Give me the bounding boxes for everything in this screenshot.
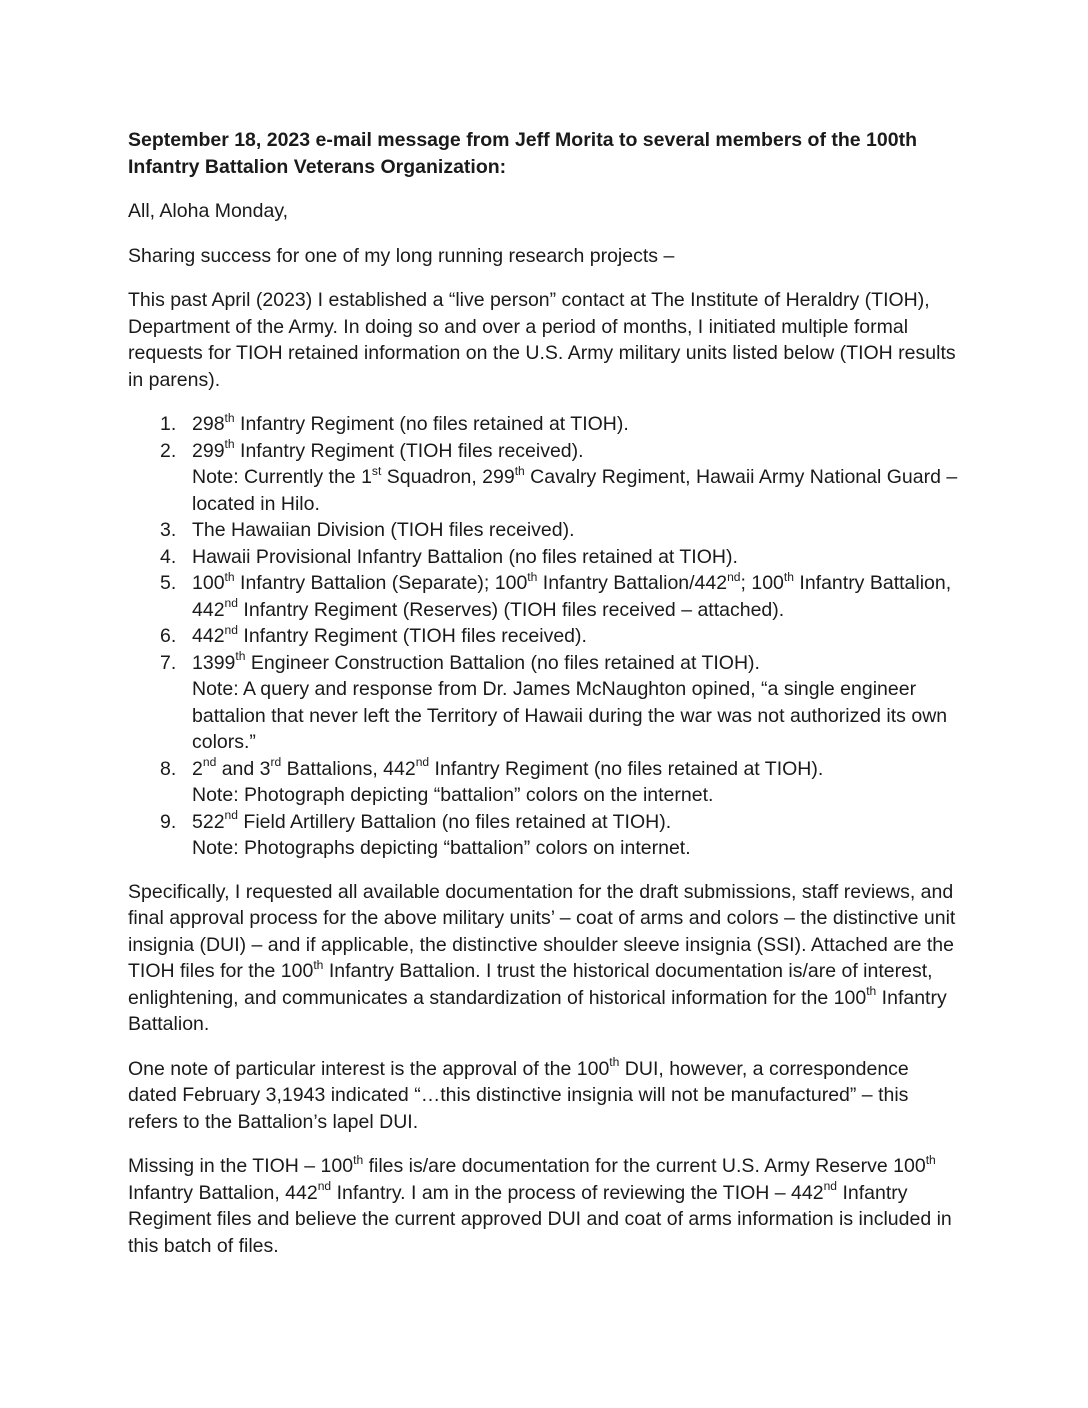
list-item: 6. 442nd Infantry Regiment (TIOH files received). <box>128 623 958 650</box>
paragraph-dui-note: One note of particular interest is the approval of the 100th DUI, however, a correspondence dated February 3,1943 indicated “…this distinctive insignia will not be manufactured” – this refers to the Battalion’s lapel DUI. <box>128 1055 909 1133</box>
list-number: 8. <box>160 757 177 780</box>
list-item: 3. The Hawaiian Division (TIOH files received). <box>128 517 958 544</box>
list-item-note: Note: Photograph depicting “battalion” colors on the internet. <box>192 784 714 806</box>
paragraph-tioh-contact: This past April (2023) I established a “live person” contact at The Institute of Heraldry (TIOH), Department of the Army. In doing so and over a period of months, I initiated multiple formal requests for TIOH retained information on the U.S. Army military units listed below (TIOH results in parens). <box>128 289 956 391</box>
list-item-note: Note: A query and response from Dr. James McNaughton opined, “a single engineer battalion that never left the Territory of Hawaii during the war was not authorized its own colors.” <box>192 678 948 753</box>
list-number: 4. <box>160 545 177 568</box>
list-item: 4. Hawaii Provisional Infantry Battalion (no files retained at TIOH). <box>128 544 958 571</box>
list-number: 7. <box>160 651 177 674</box>
list-number: 1. <box>160 413 177 435</box>
greeting: All, Aloha Monday, <box>128 200 289 222</box>
list-item: 5. 100th Infantry Battalion (Separate); 100th Infantry Battalion/442nd; 100th Infantry Battalion, 442nd Infantry Regiment (Reserves) (TIOH files received – attached). <box>160 569 952 621</box>
paragraph-missing-files: Missing in the TIOH – 100th files is/are documentation for the current U.S. Army Reserve 100th Infantry Battalion, 442nd Infantry. I am in the process of reviewing the TIOH – 442nd Infantry Regiment files and believe the current approved DUI and coat of arms information is included in this batch of files. <box>128 1152 952 1257</box>
list-number: 3. <box>160 519 177 541</box>
list-number: 9. <box>160 810 177 833</box>
list-item: 8. 2nd and 3rd Battalions, 442nd Infantry Regiment (no files retained at TIOH). Note: Photograph depicting “battalion” colors on the internet. <box>128 756 958 809</box>
intro-paragraph: Sharing success for one of my long running research projects – <box>128 244 675 267</box>
document-page <box>128 127 958 1277</box>
list-number: 6. <box>160 625 177 647</box>
document-heading: September 18, 2023 e-mail message from Jeff Morita to several members of the 100th Infantry Battalion Veterans Organization: <box>128 129 917 178</box>
list-item: 2. 299th Infantry Regiment (TIOH files received). Note: Currently the 1st Squadron, 299th Cavalry Regiment, Hawaii Army National Guard – located in Hilo. <box>128 438 958 518</box>
list-number: 5. <box>160 572 177 594</box>
list-item: 9. 522nd Field Artillery Battalion (no files retained at TIOH). Note: Photographs depicting “battalion” colors on internet. <box>128 809 958 862</box>
list-item-note: Note: Currently the 1st Squadron, 299th Cavalry Regiment, Hawaii Army National Guard – located in Hilo. <box>192 463 958 515</box>
list-item-note: Note: Photographs depicting “battalion” colors on internet. <box>192 837 691 859</box>
list-item: 7. 1399th Engineer Construction Battalion (no files retained at TIOH). Note: A query and response from Dr. James McNaughton opined, “a single engineer battalion that never left the Territory of Hawaii during the war was not authorized its own colors.” <box>128 650 958 756</box>
list-number: 2. <box>160 439 177 462</box>
unit-list <box>128 411 958 862</box>
list-item: 1. 298th Infantry Regiment (no files retained at TIOH). <box>128 411 958 438</box>
paragraph-request-details: Specifically, I requested all available documentation for the draft submissions, staff reviews, and final approval process for the above military units’ – coat of arms and colors – the distinctive unit insignia (DUI) – and if applicable, the distinctive shoulder sleeve insignia (SSI). Attached are the TIOH files for the 100th Infantry Battalion. I trust the historical documentation is/are of interest, enlightening, and communicates a standardization of historical information for the 100th Infantry Battalion. <box>128 880 956 1035</box>
